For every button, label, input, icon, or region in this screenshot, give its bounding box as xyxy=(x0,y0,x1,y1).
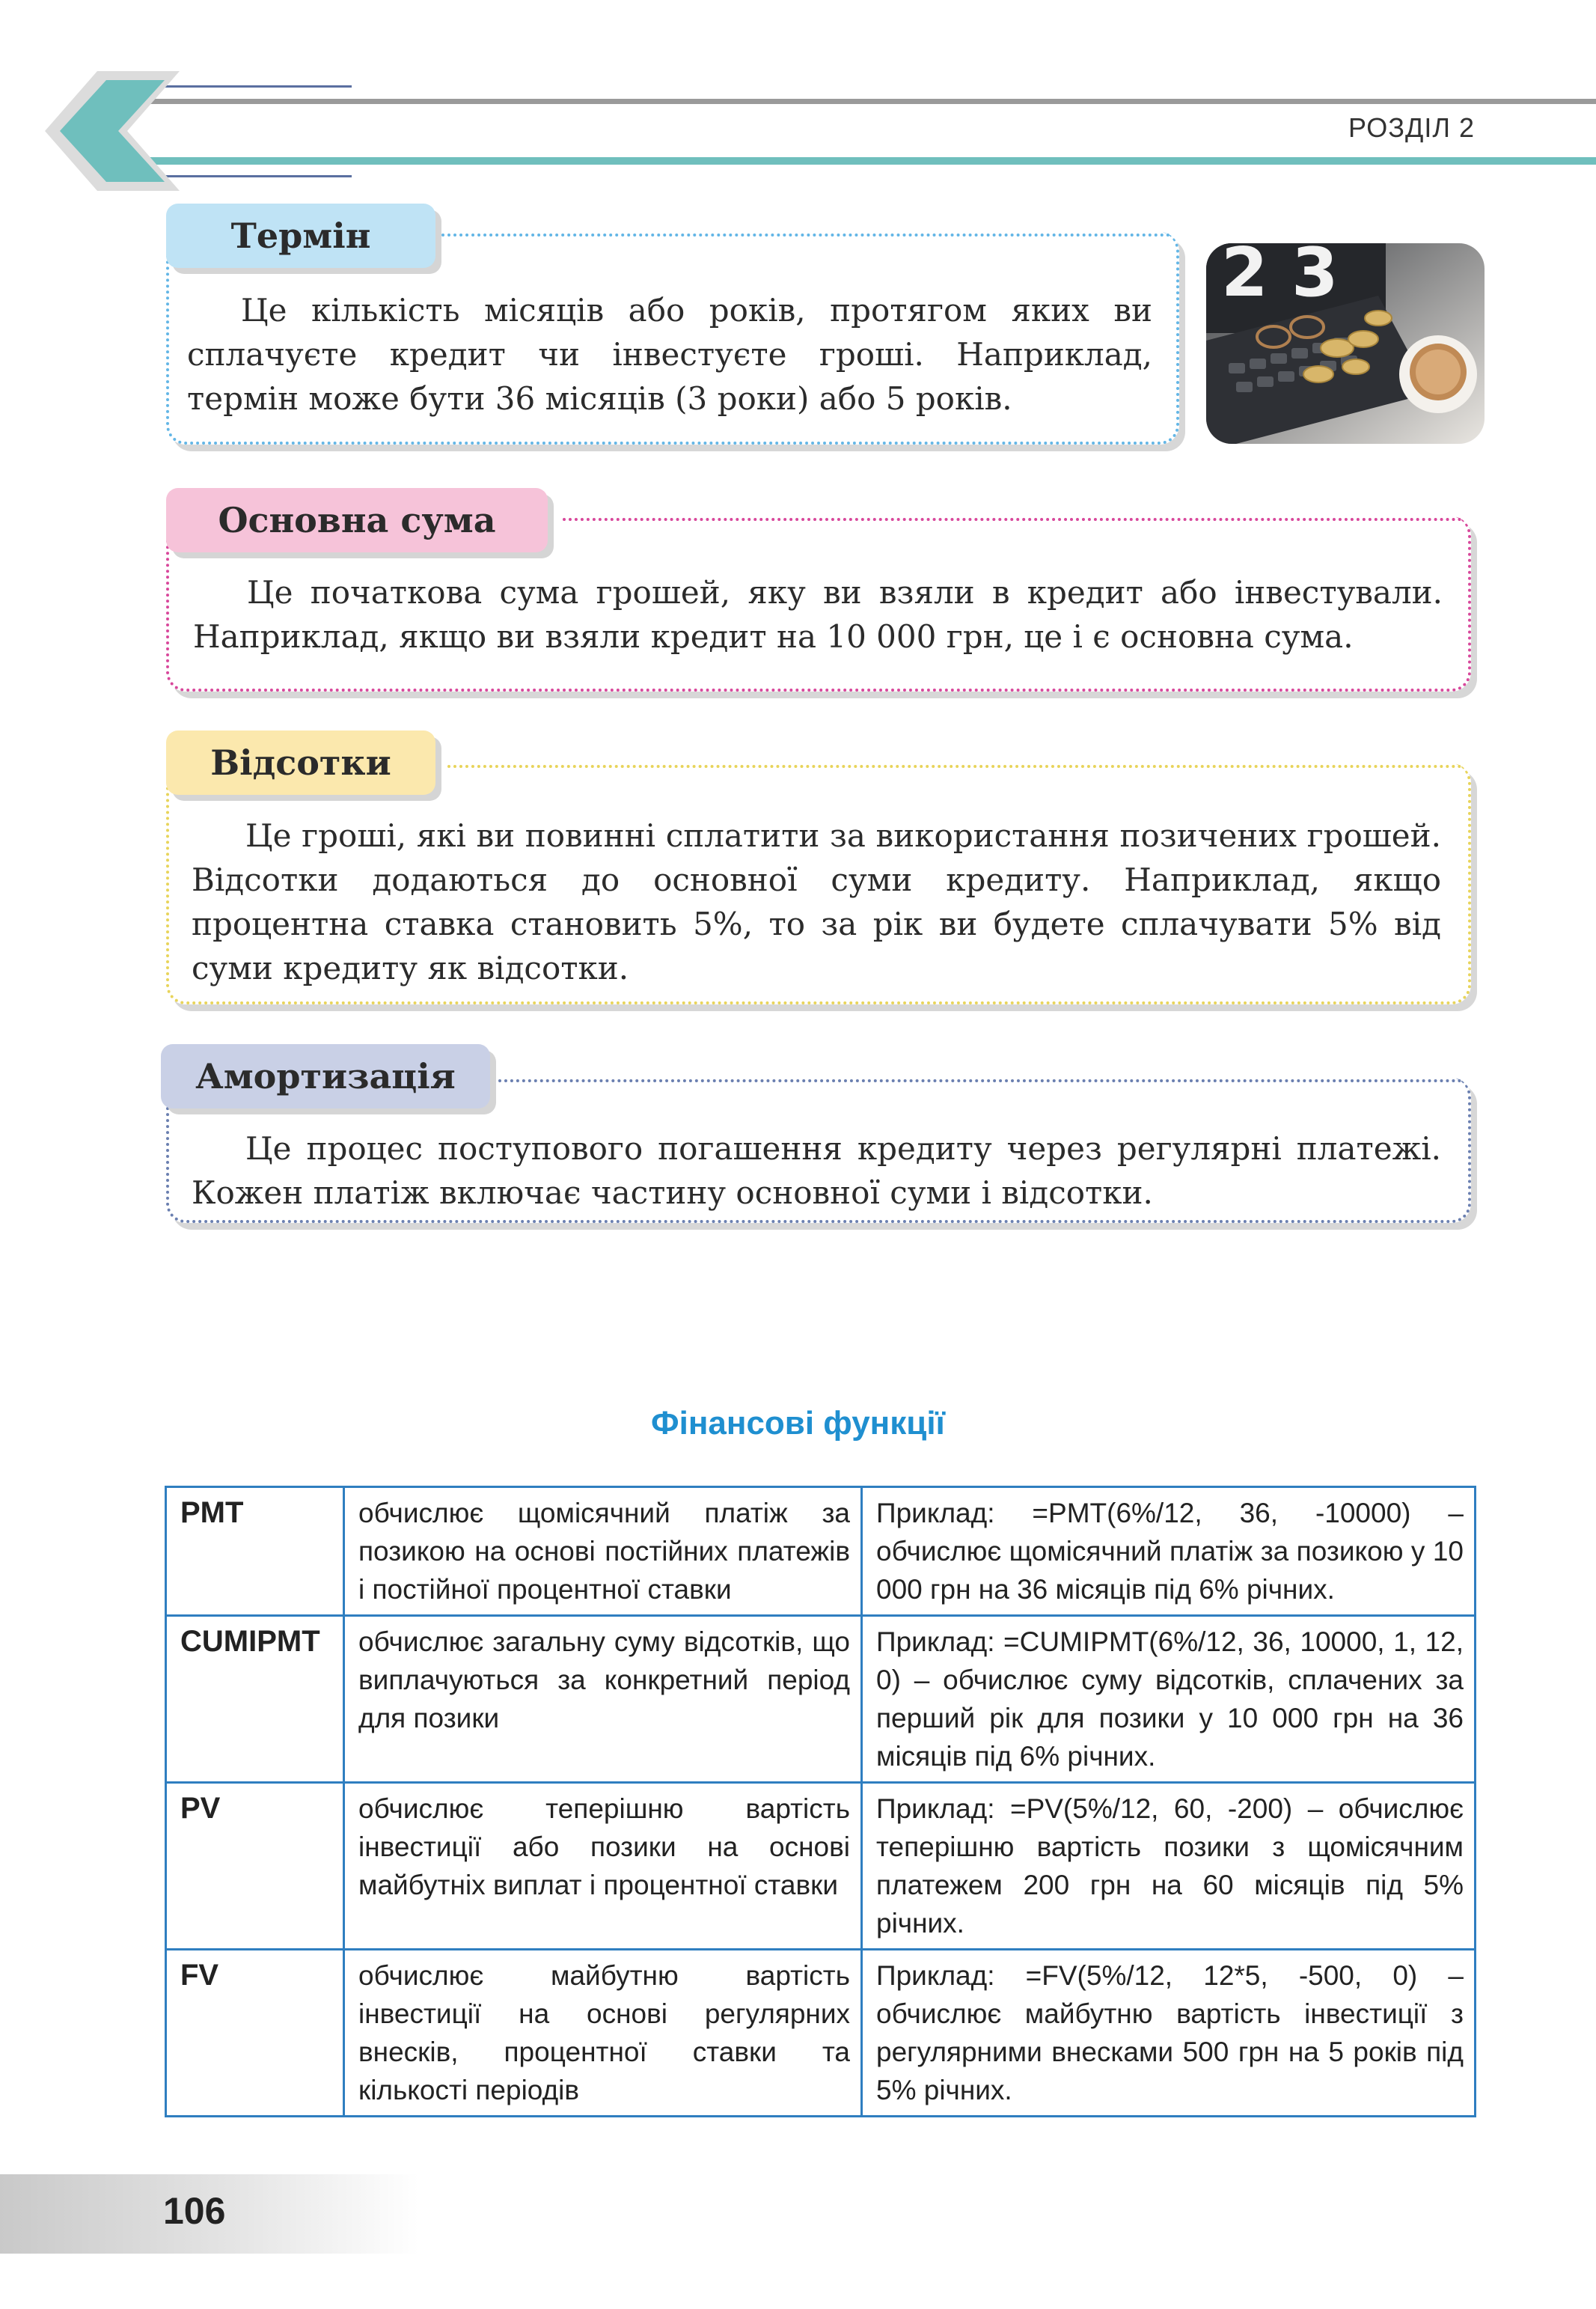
table-row xyxy=(166,1616,1476,1783)
function-name: FV xyxy=(166,1950,344,2117)
header-accent-line xyxy=(157,85,352,88)
card-border xyxy=(498,1079,1462,1082)
card-border xyxy=(563,518,1462,521)
function-description: обчислює теперішню вартість інвестиції або позики на основі майбутніх виплат і процентної ставки xyxy=(344,1783,862,1950)
header-rule-teal xyxy=(150,157,1596,165)
function-example: Приклад: =FV(5%/12, 12*5, -500, 0) – обчислює майбутню вартість інвестиції з регулярними внесками 500 грн на 5 років під 5% річних. xyxy=(862,1950,1476,2117)
function-name: CUMIPMT xyxy=(166,1616,344,1783)
table-row xyxy=(166,1950,1476,2117)
header-accent-line xyxy=(157,175,352,177)
card-border xyxy=(447,765,1462,768)
card-border xyxy=(441,234,1170,237)
term-title: Основна сума xyxy=(166,488,548,552)
function-example: Приклад: =CUMIPMT(6%/12, 36, 10000, 1, 12, 0) – обчислює суму відсотків, сплачених за перший рік для позики у 10 000 грн на 36 місяців під 6% річних. xyxy=(862,1616,1476,1783)
table-title: Фінансові функції xyxy=(651,1405,945,1442)
term-text: Це початкова сума грошей, яку ви взяли в кредит або інвестували. Наприклад, якщо ви взяли кредит на 10 000 грн, це і є основна сума. xyxy=(193,574,1443,655)
table-row xyxy=(166,1783,1476,1950)
function-name: PV xyxy=(166,1783,344,1950)
function-example: Приклад: =PMT(6%/12, 36, -10000) – обчислює щомісячний платіж за позикою у 10 000 грн на 36 місяців під 6% річних. xyxy=(862,1487,1476,1616)
term-text: Це процес поступового погашення кредиту через регулярні платежі. Кожен платіж включає частину основної суми і відсотки. xyxy=(192,1130,1441,1211)
function-name: PMT xyxy=(166,1487,344,1616)
function-example: Приклад: =PV(5%/12, 60, -200) – обчислює теперішню вартість позики з щомісячним платежем 200 грн на 60 місяців під 5% річних. xyxy=(862,1783,1476,1950)
financial-functions-table xyxy=(165,1486,1476,2117)
function-description: обчислює майбутню вартість інвестиції на основі регулярних внесків, процентної ставки та кількості періодів xyxy=(344,1950,862,2117)
term-title: Відсотки xyxy=(166,730,435,795)
chevron-left-icon xyxy=(45,71,180,191)
table-row xyxy=(166,1487,1476,1616)
laptop-coins-photo xyxy=(1206,243,1485,444)
section-label: РОЗДІЛ 2 xyxy=(1348,112,1475,143)
page-number: 106 xyxy=(163,2190,226,2232)
term-text: Це гроші, які ви повинні сплатити за використання позичених грошей. Відсотки додаються до основної суми кредиту. Наприклад, якщо процентна ставка становить 5%, то за рік ви будете сплачувати 5% від суми кредиту як відсотки. xyxy=(192,817,1441,986)
svg-text:2 3: 2 3 xyxy=(1221,243,1339,312)
term-text: Це кількість місяців або років, протягом яких ви сплачуєте кредит чи інвестуєте гроші. Наприклад, термін може бути 36 місяців (3 роки) або 5 років. xyxy=(187,292,1152,417)
term-title: Термін xyxy=(166,204,435,268)
term-title: Амортизація xyxy=(161,1044,490,1108)
function-description: обчислює загальну суму відсотків, що виплачуються за конкретний період для позики xyxy=(344,1616,862,1783)
header-rule-gray xyxy=(150,99,1596,104)
function-description: обчислює щомісячний платіж за позикою на основі постійних платежів і постійної процентної ставки xyxy=(344,1487,862,1616)
